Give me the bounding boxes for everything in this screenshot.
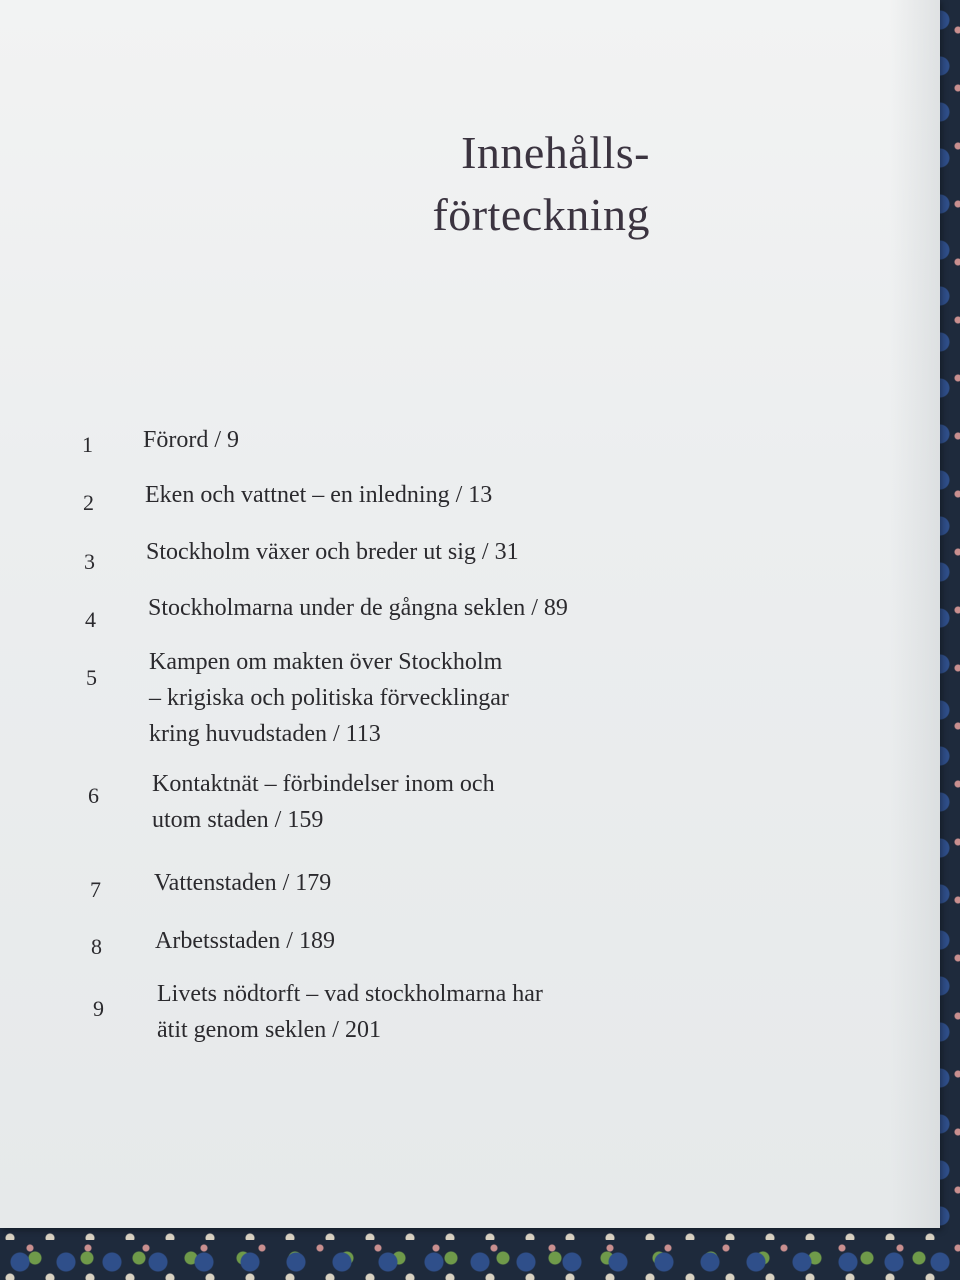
toc-entry-3: [146, 534, 519, 570]
toc-entry-1-line-1: Förord / 9: [143, 427, 239, 453]
title-line-1: Innehålls-: [461, 127, 650, 178]
toc-number-3: 3: [84, 549, 95, 574]
toc-entry-7-line-1: Vattenstaden / 179: [154, 870, 332, 896]
toc-entry-6-line-2: utom staden / 159: [152, 807, 324, 833]
toc-number-7: 7: [90, 877, 101, 902]
toc-entry-2-line-1: Eken och vattnet – en inledning / 13: [145, 482, 493, 508]
toc-entry-4-line-1: Stockholmarna under de gångna seklen / 89: [148, 595, 568, 621]
toc-entry-5-line-3: kring huvudstaden / 113: [149, 721, 381, 747]
toc-number-1: 1: [82, 432, 93, 457]
toc-entry-8-line-1: Arbetsstaden / 189: [155, 928, 335, 954]
toc-entry-5-line-2: – krigiska och politiska förvecklingar: [149, 685, 509, 711]
toc-number-8: 8: [91, 934, 102, 959]
toc-entry-3-line-1: Stockholm växer och breder ut sig / 31: [146, 539, 519, 565]
toc-entry-5-line-1: Kampen om makten över Stockholm: [149, 649, 503, 675]
toc-entry-9-line-2: ätit genom seklen / 201: [157, 1017, 381, 1043]
toc-entry-1: [143, 422, 239, 458]
toc-entry-2: [145, 477, 492, 513]
toc-entry-6: [152, 766, 495, 838]
toc-number-2: 2: [83, 490, 94, 515]
toc-entry-9: [157, 976, 543, 1048]
toc-number-4: 4: [85, 607, 96, 632]
toc-number-6: 6: [88, 783, 99, 808]
toc-entry-9-line-1: Livets nödtorft – vad stockholmarna har: [157, 981, 543, 1007]
toc-entry-5: [149, 644, 509, 752]
title-line-2: förteckning: [432, 189, 650, 240]
toc-entry-8: [155, 923, 335, 959]
toc-number-5: 5: [86, 665, 97, 690]
toc-entry-7: [154, 865, 331, 901]
toc-entry-6-line-1: Kontaktnät – förbindelser inom och: [152, 771, 495, 797]
toc-entry-4: [148, 590, 568, 626]
toc-number-9: 9: [93, 996, 104, 1021]
